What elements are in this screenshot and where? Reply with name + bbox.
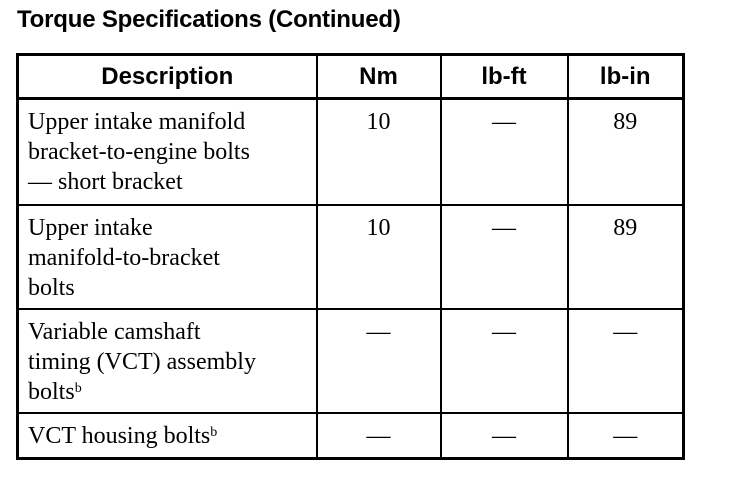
description-cell <box>18 99 317 205</box>
description-line <box>28 421 312 451</box>
description-line: manifold-to-bracket <box>28 244 220 271</box>
description-line: Upper intake <box>28 214 153 241</box>
table-row <box>18 309 684 413</box>
lb-in-cell: — <box>568 413 684 459</box>
description-cell <box>18 205 317 309</box>
footnote-marker: b <box>210 424 218 440</box>
nm-cell: 10 <box>317 99 441 205</box>
description-line: bracket-to-engine bolts <box>28 139 250 165</box>
lb-ft-cell: — <box>441 99 568 205</box>
lb-in-cell: — <box>568 309 684 413</box>
description-line: bolts <box>28 274 75 301</box>
description-line: Variable camshaft <box>28 318 201 345</box>
description-line <box>28 377 312 407</box>
table-row <box>18 99 684 205</box>
lb-in-cell: 89 <box>568 99 684 205</box>
lb-ft-cell: — <box>441 309 568 413</box>
nm-cell: — <box>317 309 441 413</box>
description-line: timing (VCT) assembly <box>28 348 256 375</box>
description-line-text: VCT housing bolts <box>28 422 211 449</box>
page-title: Torque Specifications (Continued) <box>17 6 401 33</box>
description-line-text: bolts <box>28 378 75 405</box>
nm-cell: 10 <box>317 205 441 309</box>
lb-in-cell: 89 <box>568 205 684 309</box>
header-nm: Nm <box>317 55 441 99</box>
nm-cell: — <box>317 413 441 459</box>
header-lb-in: lb-in <box>568 55 684 99</box>
header-description: Description <box>18 55 317 99</box>
lb-ft-cell: — <box>441 413 568 459</box>
description-line: Upper intake manifold <box>28 109 246 135</box>
description-cell <box>18 413 317 459</box>
header-lb-ft: lb-ft <box>441 55 568 99</box>
torque-spec-table <box>16 53 685 460</box>
description-cell <box>18 309 317 413</box>
description-line: — short bracket <box>28 169 183 195</box>
footnote-marker: b <box>74 380 82 396</box>
table-row <box>18 205 684 309</box>
table-row <box>18 413 684 459</box>
table-header-row <box>18 55 684 99</box>
lb-ft-cell: — <box>441 205 568 309</box>
